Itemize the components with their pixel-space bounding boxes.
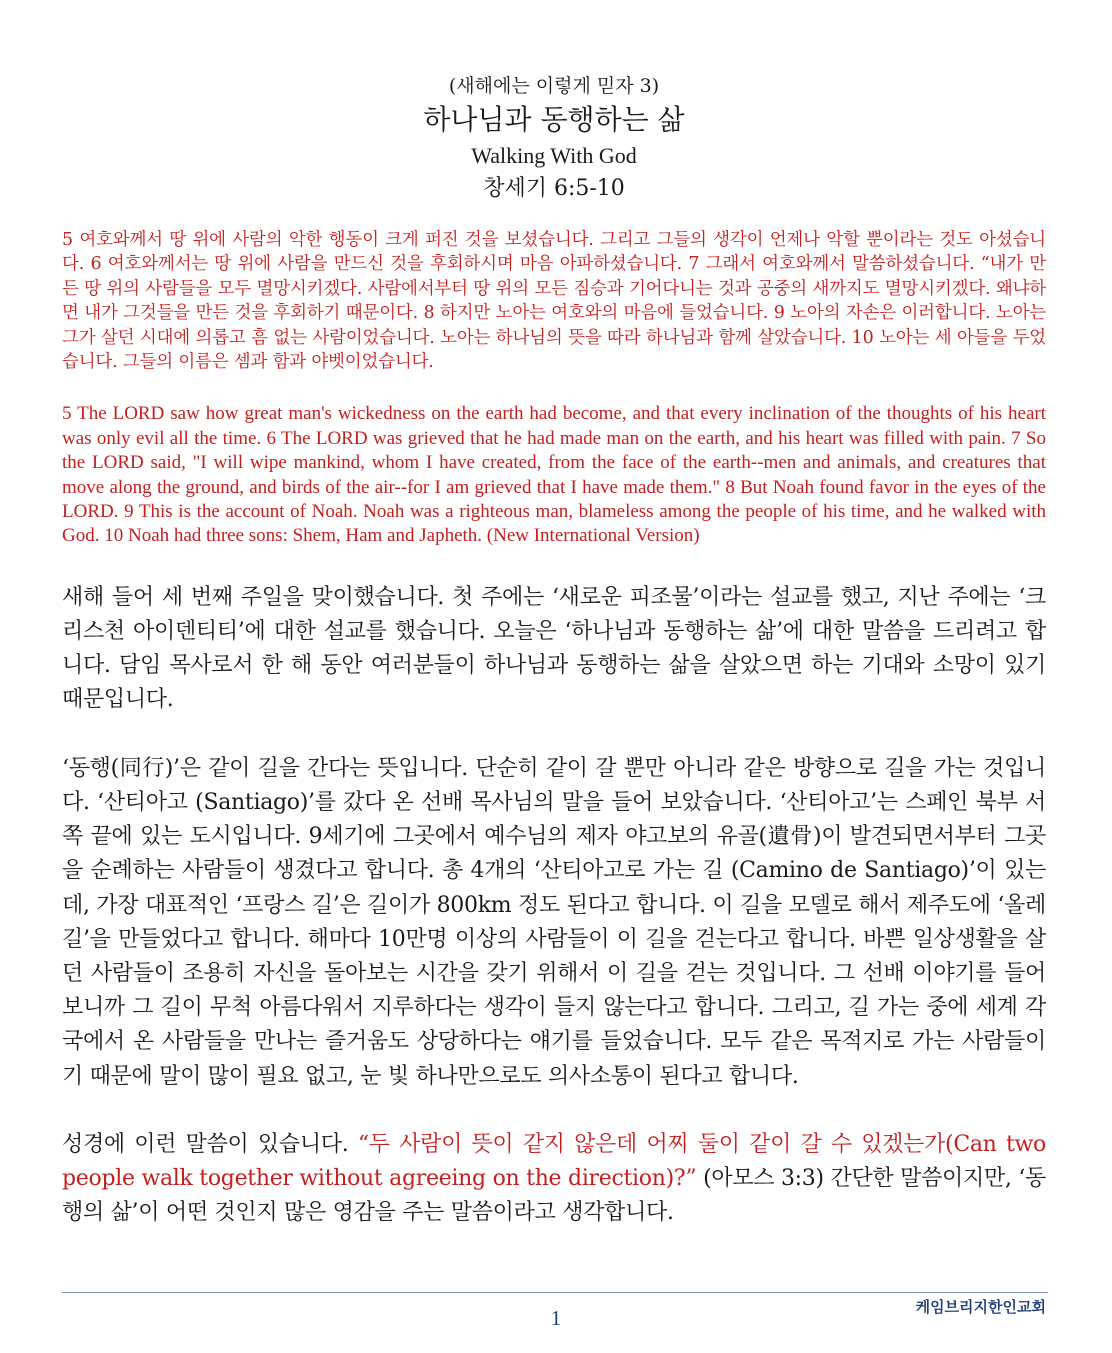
series-title: (새해에는 이렇게 믿자 3)	[448, 75, 660, 97]
paragraph-rest-text: (아모스 3:3) 간단한 말씀이지만, ‘동행의 삶’이 어떤 것인지 많은 영감을 주는 말씀이라고 생각합니다.	[62, 1165, 1046, 1226]
page-number: 1	[550, 1306, 562, 1330]
footer-divider	[62, 1292, 1048, 1293]
scripture-english: 5 The LORD saw how great man's wickedness on the earth had become, and that every inclination of the thoughts of his heart was only evil all the time. 6 The LORD was grieved that he had made man on the earth, and his heart was filled with pain. 7 So the LORD said, "I will wipe mankind, whom I have created, from the face of the earth--men and animals, and creatures that move along the ground, and birds of the air--for I am grieved that I have made them." 8 But Noah found favor in the eyes of the LORD. 9 This is the account of Noah. Noah was a righteous man, blameless among the people of his time, and he walked with God. 10 Noah had three sons: Shem, Ham and Japheth. (New International Version)	[62, 403, 1046, 547]
body-paragraph-1: 새해 들어 세 번째 주일을 맞이했습니다. 첫 주에는 ‘새로운 피조물’이라는 설교를 했고, 지난 주에는 ‘크리스천 아이덴티티’에 대한 설교를 했습니다. 오늘은 ‘하나님과 동행하는 삶’에 대한 말씀을 드리려고 합니다. 담임 목사로서 한 해 동안 여러분들이 하나님과 동행하는 삶을 살았으면 하는 기대와 소망이 있기 때문입니다.	[62, 584, 1046, 713]
body-paragraph-2: ‘동행(同行)’은 같이 길을 간다는 뜻입니다. 단순히 같이 갈 뿐만 아니라 같은 방향으로 길을 가는 것입니다. ‘산티아고 (Santiago)’를 갔다 온 선배 목사님의 말을 들어 보았습니다. ‘산티아고’는 스페인 북부 서쪽 끝에 있는 도시입니다. 9세기에 그곳에서 예수님의 제자 야고보의 유골(遺骨)이 발견되면서부터 그곳을 순례하는 사람들이 생겼다고 합니다. 총 4개의 ‘산티아고로 가는 길 (Camino de Santiago)’이 있는데, 가장 대표적인 ‘프랑스 길’은 길이가 800km 정도 된다고 합니다. 이 길을 모델로 해서 제주도에 ‘올레길’을 만들었다고 합니다. 해마다 10만명 이상의 사람들이 이 길을 걷는다고 합니다. 바쁜 일상생활을 살던 사람들이 조용히 자신을 돌아보는 시간을 갖기 위해서 이 길을 걷는 것입니다. 그 선배 이야기를 들어 보니까 그 길이 무척 아름다워서 지루하다는 생각이 들지 않는다고 합니다. 그리고, 길 가는 중에 세계 각국에서 온 사람들을 만나는 즐거움도 상당하다는 얘기를 들었습니다. 모두 같은 목적지로 가는 사람들이기 때문에 말이 많이 필요 없고, 눈 빛 하나만으로도 의사소통이 된다고 합니다.	[62, 755, 1046, 1089]
church-name: 케임브리지한인교회	[915, 1298, 1046, 1316]
amos-quote: “두 사람이 뜻이 같지 않은데 어찌 둘이 같이 갈 수 있겠는가(Can two people walk together without agreeing on the direction)?”	[62, 1131, 1046, 1191]
scripture-reference: 창세기 6:5-10	[483, 176, 625, 201]
scripture-korean: 5 여호와께서 땅 위에 사람의 악한 행동이 크게 퍼진 것을 보셨습니다. 그리고 그들의 생각이 언제나 악할 뿐이라는 것도 아셨습니다. 6 여호와께서는 땅 위에 사람을 만드신 것을 후회하시며 마음 아파하셨습니다. 7 그래서 여호와께서 말씀하셨습니다. “내가 만든 땅 위의 사람들을 모두 멸망시키겠다. 사람에서부터 땅 위의 모든 짐승과 기어다니는 것과 공중의 새까지도 멸망시키겠다. 왜냐하면 내가 그것들을 만든 것을 후회하기 때문이다. 8 하지만 노아는 여호와의 마음에 들었습니다. 9 노아의 자손은 이러합니다. 노아는 그가 살던 시대에 의롭고 흠 없는 사람이었습니다. 노아는 하나님의 뜻을 따라 하나님과 함께 살았습니다. 10 노아는 세 아들을 두었습니다. 그들의 이름은 셈과 함과 야벳이었습니다.	[62, 230, 1046, 373]
paragraph-lead-text: 성경에 이런 말씀이 있습니다.	[62, 1131, 358, 1157]
body-paragraph-3	[62, 1128, 1046, 1231]
sermon-header	[62, 72, 1046, 206]
sermon-subtitle: Walking With God	[471, 143, 637, 168]
document-page	[62, 72, 1046, 1230]
sermon-title: 하나님과 동행하는 삶	[423, 103, 685, 136]
